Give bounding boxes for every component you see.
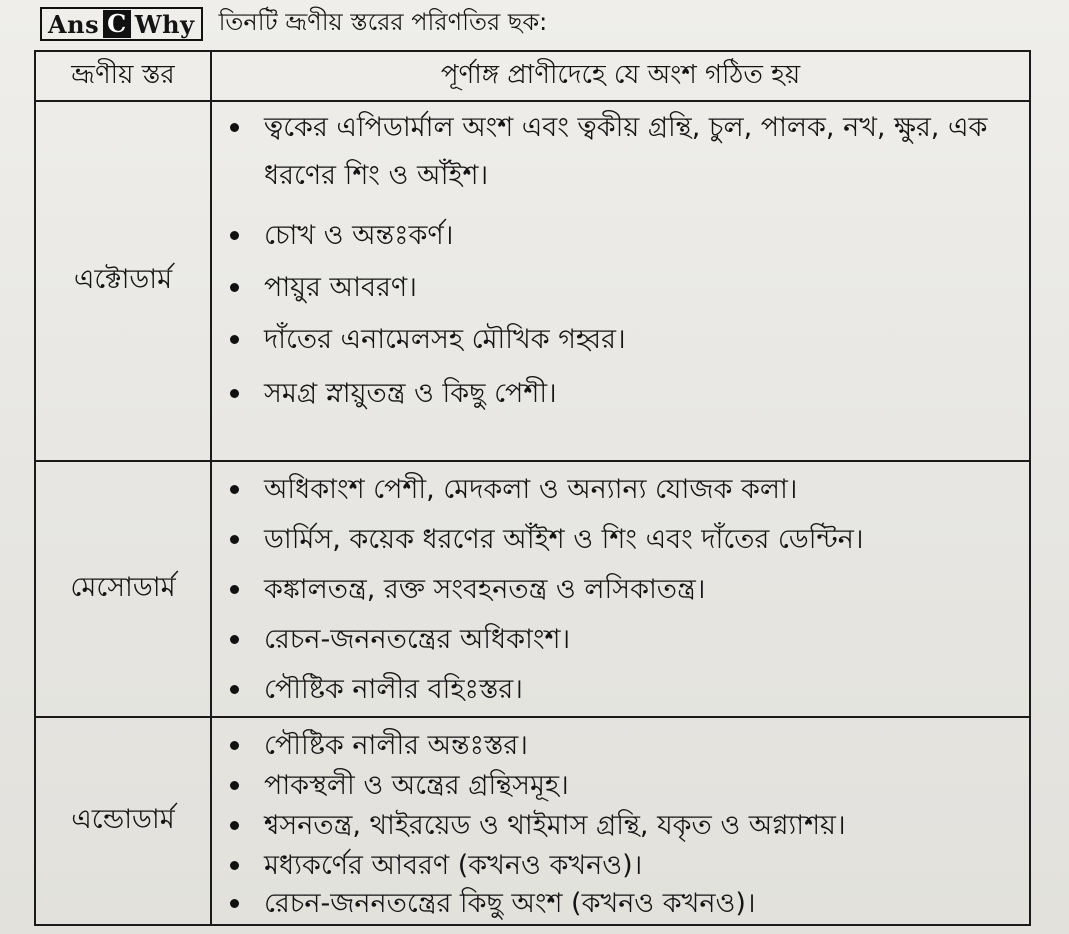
table-row-ectoderm (36, 102, 1029, 462)
list-item-text: সমগ্র স্নায়ুতন্ত্র ও কিছু পেশী। (264, 378, 557, 409)
bullet-icon (230, 635, 239, 644)
bullet-icon (230, 389, 239, 398)
table-row-mesoderm (36, 462, 1029, 718)
bullet-icon (230, 231, 239, 240)
bullet-icon (230, 535, 239, 544)
bullet-icon (230, 585, 239, 594)
list-item-text: অধিকাংশ পেশী, মেদকলা ও অন্যান্য যোজক কলা। (264, 474, 798, 505)
bullet-icon (230, 283, 239, 292)
bullet-icon (230, 899, 239, 908)
germ-layer-table (34, 50, 1031, 926)
layer-name: মেসোডার্ম (36, 462, 212, 716)
list-item (212, 880, 1029, 928)
list-item-text: কঙ্কালতন্ত্র, রক্ত সংবহনতন্ত্র ও লসিকাতন্ত্র। (264, 574, 706, 605)
list-item (212, 264, 1029, 312)
list-item (212, 616, 1029, 664)
list-item-text: পৌষ্টিক নালীর অন্তঃস্তর। (264, 730, 528, 761)
table-header-row (36, 52, 1029, 102)
list-item (212, 212, 1029, 260)
bullet-icon (230, 861, 239, 870)
tag-why: Why (134, 9, 195, 39)
list-item (212, 316, 1029, 364)
header-title: তিনটি ভ্রূণীয় স্তরের পরিণতির ছক: (218, 8, 548, 36)
list-item-text: দাঁতের এনামেলসহ মৌখিক গহ্বর। (264, 324, 626, 355)
layer-items (212, 102, 1029, 460)
answer-tag (40, 7, 203, 41)
list-item (212, 666, 1029, 714)
list-item-text: পৌষ্টিক নালীর বহিঃস্তর। (264, 674, 523, 705)
list-item (212, 566, 1029, 614)
list-item-text: ত্বকের এপিডার্মাল অংশ এবং ত্বকীয় গ্রন্থি, চুল, পালক, নখ, ক্ষুর, এক ধরণের শিং ও আঁইশ। (264, 112, 988, 191)
layer-name: এক্টোডার্ম (36, 102, 212, 460)
bullet-icon (230, 485, 239, 494)
bullet-icon (230, 335, 239, 344)
list-item-text: রেচন-জননতন্ত্রের অধিকাংশ। (264, 624, 571, 655)
list-item-text: রেচন-জননতন্ত্রের কিছু অংশ (কখনও কখনও)। (264, 888, 756, 919)
page-bottom-edge (34, 928, 1031, 934)
layer-items (212, 718, 1029, 924)
bullet-icon (230, 741, 239, 750)
bullet-icon (230, 821, 239, 830)
list-item-text: শ্বসনতন্ত্র, থাইরয়েড ও থাইমাস গ্রন্থি, যকৃত ও অগ্ন্যাশয়। (264, 810, 846, 841)
list-item (212, 370, 1029, 418)
list-item (212, 516, 1029, 564)
list-item (212, 104, 1029, 200)
column-header-layer: ভ্রূণীয় স্তর (36, 52, 212, 100)
layer-name: এন্ডোডার্ম (36, 718, 212, 924)
list-item-text: পাকস্থলী ও অন্ত্রের গ্রন্থিসমূহ। (264, 770, 569, 801)
question-header (40, 6, 547, 42)
list-item (212, 466, 1029, 514)
list-item-text: চোখ ও অন্তঃকর্ণ। (264, 220, 454, 251)
column-header-parts: পূর্ণাঙ্গ প্রাণীদেহে যে অংশ গঠিত হয় (440, 60, 801, 90)
layer-items (212, 462, 1029, 716)
list-item-text: ডার্মিস, কয়েক ধরণের আঁইশ ও শিং এবং দাঁতের ডেন্টিন। (264, 524, 864, 555)
bullet-icon (230, 781, 239, 790)
tag-ans: Ans (48, 9, 100, 39)
table-row-endoderm (36, 718, 1029, 924)
bullet-icon (230, 685, 239, 694)
list-item-text: পায়ুর আবরণ। (264, 272, 417, 303)
bullet-icon (230, 123, 239, 132)
list-item-text: মধ্যকর্ণের আবরণ (কখনও কখনও)। (264, 850, 643, 881)
tag-c: C (103, 10, 131, 38)
